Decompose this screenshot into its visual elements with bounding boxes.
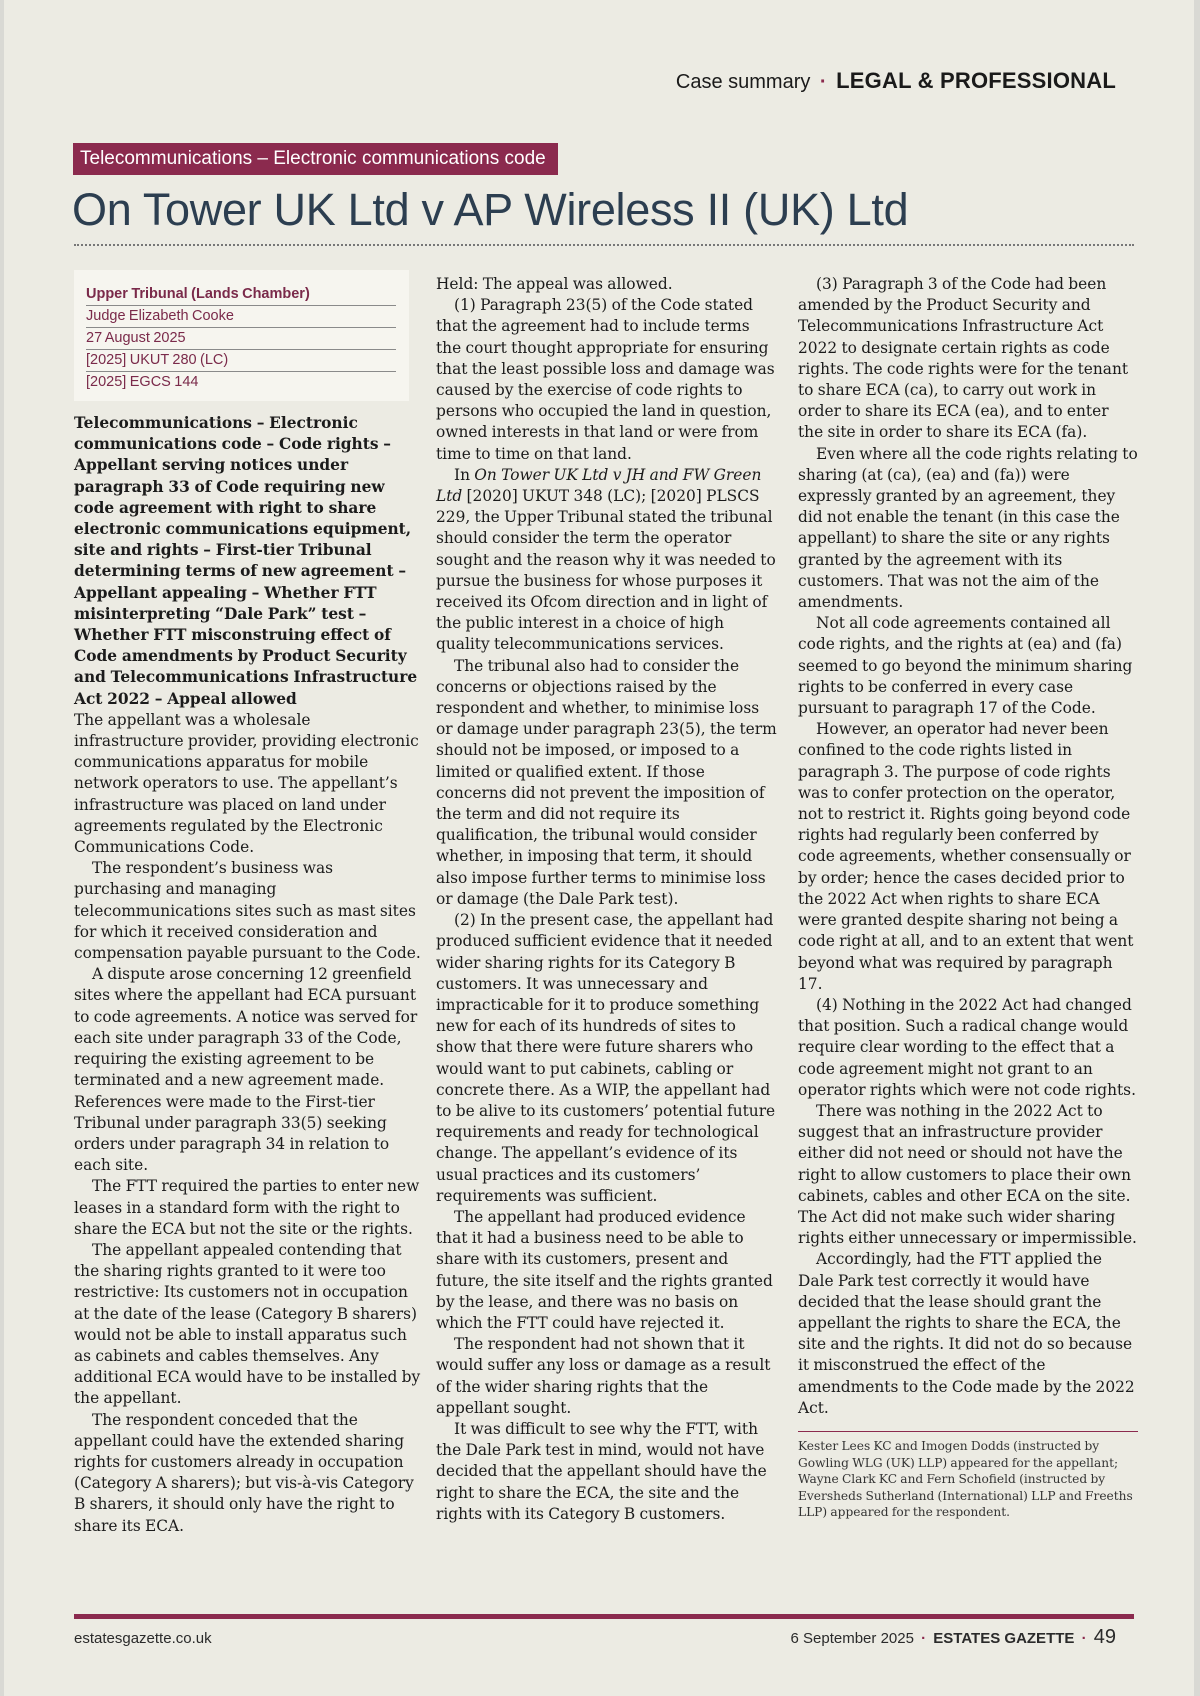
court-name: Upper Tribunal (Lands Chamber) xyxy=(86,284,396,306)
body-paragraph: The appellant was a wholesale infrastructure provider, providing electronic communications apparatus for mobile network operators to use. The appellant’s infrastructure was placed on land under agreements regulated by the Electronic Communications Code. xyxy=(74,710,419,857)
body-paragraph: It was difficult to see why the FTT, with the Dale Park test in mind, would not have decided that the appellant should have the right to share the ECA, the site and the rights with its Category B customers. xyxy=(436,1419,767,1523)
running-head-section: LEGAL & PROFESSIONAL xyxy=(836,68,1116,93)
column-1 xyxy=(74,270,424,1537)
publication-name: ESTATES GAZETTE xyxy=(933,1630,1075,1647)
footer-info xyxy=(791,1626,1116,1649)
running-head-label: Case summary xyxy=(675,71,811,93)
body-paragraph: (3) Paragraph 3 of the Code had been amended by the Product Security and Telecommunications Infrastructure Act 2022 to designate certain rights as code rights. The code rights were for the tenant to share ECA (ca), to carry out work in order to share its ECA (ea), and to enter the site in order to share its ECA (fa). xyxy=(798,275,1129,442)
neutral-citation: [2025] UKUT 280 (LC) xyxy=(86,350,396,372)
body-paragraph xyxy=(436,465,778,656)
body-paragraph: A dispute arose concerning 12 greenfield sites where the appellant had ECA pursuant to code agreements. A notice was served for each site under paragraph 33 of the Code, requiring the existing agreement to be terminated and a new agreement made. References were made to the First-tier Tribunal under paragraph 33(5) seeking orders under paragraph 34 in relation to each site. xyxy=(74,965,418,1175)
body-paragraph: Even where all the code rights relating to sharing (at (ca), (ea) and (fa)) were expressly granted by an agreement, they did not enable the tenant (in this case the appellant) to share the site or any rights granted by the agreement with its customers. That was not the aim of the amendments. xyxy=(798,444,1138,612)
held-statement: Held: The appeal was allowed. xyxy=(436,275,673,293)
column-2 xyxy=(436,274,778,1525)
body-paragraph: The appellant appealed contending that the sharing rights granted to it were too restrictive: Its customers not in occupation at the date of the lease (Category B sharers) would not be able to install apparatus such as cabinets and cables themselves. Any additional ECA would have to be installed by the appellant. xyxy=(74,1240,421,1408)
page-number: 49 xyxy=(1093,1626,1116,1648)
case-info-box xyxy=(74,270,409,401)
issue-date: 6 September 2025 xyxy=(790,1630,914,1647)
body-paragraph: The respondent conceded that the appellant could have the extended sharing rights for customers already in occupation (Category A sharers); but vis-à-vis Category B sharers, it should only have the right to share its ECA. xyxy=(74,1410,414,1535)
judge-name: Judge Elizabeth Cooke xyxy=(86,306,396,328)
text-run: [2020] UKUT 348 (LC); [2020] PLSCS 229, the Upper Tribunal stated the tribunal should consider the term the operator sought and the reason why it was needed to pursue the business for whose purposes it received its Ofcom direction and in light of the public interest in a choice of high quality telecommunications services. xyxy=(436,487,776,654)
case-name: On Tower UK Ltd v JH and FW Green Ltd xyxy=(436,465,762,506)
footer-divider xyxy=(74,1614,1134,1619)
title-divider xyxy=(74,244,1134,246)
judgment-date: 27 August 2025 xyxy=(86,328,396,350)
catchwords: Telecommunications – Electronic communications code – Code rights – Appellant serving notices under paragraph 33 of Code requiring new code agreement with right to share electronic communications equipment, site and rights – First-tier Tribunal determining terms of new agreement – Appellant appealing – Whether FTT misinterpreting “Dale Park” test – Whether FTT misconstruing effect of Code amendments by Product Security and Telecommunications Infrastructure Act 2022 – Appeal allowed xyxy=(74,414,418,708)
separator-dot: · xyxy=(921,1630,927,1647)
body-paragraph: The appellant had produced evidence that it had a business need to be able to share with its customers, present and future, the site itself and the rights granted by the lease, and there was no basis on which the FTT could have rejected it. xyxy=(436,1207,773,1332)
category-label: Telecommunications – Electronic communications code xyxy=(73,143,558,175)
body-paragraph: Not all code agreements contained all code rights, and the rights at (ea) and (fa) seemed to go beyond the minimum sharing rights to be conferred in every case pursuant to paragraph 17 of the Code. xyxy=(798,614,1133,718)
body-paragraph: (1) Paragraph 23(5) of the Code stated that the agreement had to include terms the court thought appropriate for ensuring that the least possible loss and damage was caused by the exercise of code rights to persons who occupied the land in question, owned interests in that land or were from time to time on that land. xyxy=(436,296,775,463)
separator-dot: · xyxy=(1081,1630,1087,1647)
body-paragraph: The tribunal also had to consider the concerns or objections raised by the respondent and whether, to minimise loss or damage under paragraph 23(5), the term should not be imposed, or imposed to a limited or qualified extent. If those concerns did not prevent the imposition of the term and did not require its qualification, the tribunal would consider whether, in imposing that term, it should also impose further terms to minimise loss or damage (the Dale Park test). xyxy=(436,656,777,908)
page-title: On Tower UK Ltd v AP Wireless II (UK) Ltd xyxy=(72,184,909,235)
running-head xyxy=(676,68,1116,94)
egcs-citation: [2025] EGCS 144 xyxy=(86,374,199,390)
footer-website[interactable]: estatesgazette.co.uk xyxy=(74,1630,212,1647)
body-paragraph: The respondent’s business was purchasing and managing telecommunications sites such as mast sites for which it received consideration and compensation payable pursuant to the Code. xyxy=(74,859,421,963)
body-paragraph: (4) Nothing in the 2022 Act had changed that position. Such a radical change would require clear wording to the effect that a code agreement might not grant to an operator rights which were not code rights. xyxy=(798,995,1136,1099)
counsel-note: Kester Lees KC and Imogen Dodds (instructed by Gowling WLG (UK) LLP) appeared for the appellant; Wayne Clark KC and Fern Schofield (instructed by Eversheds Sutherland (International) LLP and Freeths LLP) appeared for the respondent. xyxy=(798,1431,1138,1521)
text-run: In xyxy=(454,465,475,484)
body-paragraph: The respondent had not shown that it would suffer any loss or damage as a result of the wider sharing rights that the appellant sought. xyxy=(436,1335,771,1417)
body-paragraph: However, an operator had never been confined to the code rights listed in paragraph 3. The purpose of code rights was to confer protection on the operator, not to restrict it. Rights going beyond code rights had regularly been conferred by code agreements, whether consensually or by order; hence the cases decided prior to the 2022 Act when rights to share ECA were granted despite sharing not being a code right at all, and to an extent that went beyond what was required by paragraph 17. xyxy=(798,720,1134,993)
column-3 xyxy=(798,274,1138,1521)
body-paragraph: There was nothing in the 2022 Act to suggest that an infrastructure provider either did not need or should not have the right to allow customers to place their own cabinets, cables and other ECA on the site. The Act did not make such wider sharing rights either unnecessary or impermissible. xyxy=(798,1101,1137,1248)
page xyxy=(4,0,1194,1696)
body-paragraph: The FTT required the parties to enter new leases in a standard form with the right to share the ECA but not the site or the rights. xyxy=(74,1177,420,1238)
separator-dot: · xyxy=(819,71,827,93)
body-paragraph: Accordingly, had the FTT applied the Dale Park test correctly it would have decided that the lease should grant the appellant the rights to share the ECA, the site and the rights. It did not do so because it misconstrued the effect of the amendments to the Code made by the 2022 Act. xyxy=(798,1250,1135,1417)
body-paragraph: (2) In the present case, the appellant had produced sufficient evidence that it needed wider sharing rights for its Category B customers. It was unnecessary and impracticable for it to produce something new for each of its hundreds of sites to show that there were future sharers who would want to put cabinets, cabling or concrete there. As a WIP, the appellant had to be alive to its customers’ potential future requirements and ready for technological change. The appellant’s evidence of its usual practices and its customers’ requirements was sufficient. xyxy=(436,911,776,1205)
